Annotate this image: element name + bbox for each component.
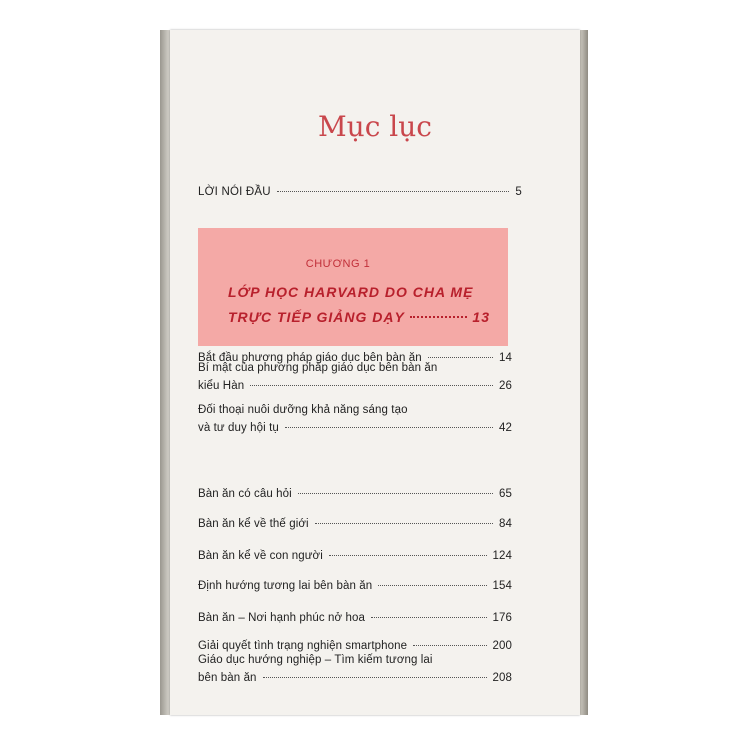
entry-page: 84	[499, 518, 512, 530]
entry-page: 176	[492, 612, 512, 624]
chapter-title	[228, 280, 490, 330]
chapter-title-line2-row	[228, 305, 490, 330]
dot-leader	[263, 677, 487, 678]
toc-entry[interactable]	[198, 580, 512, 592]
entry-row	[198, 488, 512, 500]
dot-leader	[277, 191, 510, 192]
chapter-title-line1: LỚP HỌC HARVARD DO CHA MẸ	[228, 284, 474, 300]
entry-page: 65	[499, 488, 512, 500]
dot-leader	[250, 385, 493, 386]
preface-page: 5	[515, 186, 522, 198]
page-title: Mục lục	[318, 110, 432, 143]
entry-row	[198, 422, 512, 434]
entry-title-line1: Giáo dục hướng nghiệp – Tìm kiếm tương lai	[198, 654, 433, 666]
toc-entry[interactable]	[198, 612, 512, 624]
entry-title: Bàn ăn có câu hỏi	[198, 488, 292, 500]
dot-leader	[378, 585, 486, 586]
chapter-page: 13	[472, 309, 490, 325]
toc-entry[interactable]	[198, 518, 512, 530]
dot-leader	[428, 357, 493, 358]
toc-entry[interactable]	[198, 404, 512, 434]
entry-page: 124	[492, 550, 512, 562]
entry-title: Bắt đầu phương pháp giáo dục bên bàn ăn	[198, 352, 422, 364]
entry-row	[198, 518, 512, 530]
chapter-dot-leader	[410, 316, 468, 318]
entry-title: Định hướng tương lai bên bàn ăn	[198, 580, 373, 592]
entry-title: Bàn ăn kể về con người	[198, 550, 323, 562]
dot-leader	[329, 555, 487, 556]
entry-title: Bàn ăn – Nơi hạnh phúc nở hoa	[198, 612, 365, 624]
dot-leader	[298, 493, 493, 494]
chapter-label: CHƯƠNG 1	[305, 258, 371, 270]
dot-leader	[285, 427, 493, 428]
chapter-banner[interactable]	[198, 228, 508, 346]
chapter-title-line2: TRỰC TIẾP GIẢNG DẠY	[228, 309, 405, 325]
entry-row	[198, 380, 512, 392]
entry-title: bên bàn ăn	[198, 672, 257, 684]
entry-row	[198, 640, 512, 652]
entry-page: 154	[492, 580, 512, 592]
entry-title: Bàn ăn kể về thế giới	[198, 518, 309, 530]
entry-page: 42	[499, 422, 512, 434]
entry-page: 200	[492, 640, 512, 652]
entry-row	[198, 580, 512, 592]
entry-row	[198, 612, 512, 624]
dot-leader	[413, 645, 486, 646]
book-page	[170, 30, 580, 715]
entry-row	[198, 672, 512, 684]
entry-page: 14	[499, 352, 512, 364]
entry-title-line1: Bí mật của phương pháp giáo dục bên bàn ăn	[198, 362, 438, 374]
book-spine-left	[160, 30, 170, 715]
dot-leader	[371, 617, 487, 618]
toc-entry[interactable]	[198, 550, 512, 562]
preface-entry[interactable]	[198, 186, 522, 198]
entry-title: kiểu Hàn	[198, 380, 245, 392]
toc-entry[interactable]	[198, 362, 512, 392]
entry-page: 26	[499, 380, 512, 392]
entry-title: Giải quyết tình trạng nghiện smartphone	[198, 640, 408, 652]
book-spine-right	[580, 30, 588, 715]
toc-entry[interactable]	[198, 654, 512, 684]
preface-label: LỜI NÓI ĐẦU	[198, 186, 271, 198]
toc-entry[interactable]	[198, 640, 512, 652]
entry-row	[198, 550, 512, 562]
toc-entry[interactable]	[198, 488, 512, 500]
entry-page: 208	[492, 672, 512, 684]
dot-leader	[315, 523, 493, 524]
entry-title-line1: Đối thoại nuôi dưỡng khả năng sáng tạo	[198, 404, 408, 416]
entry-title: và tư duy hội tụ	[198, 422, 279, 434]
